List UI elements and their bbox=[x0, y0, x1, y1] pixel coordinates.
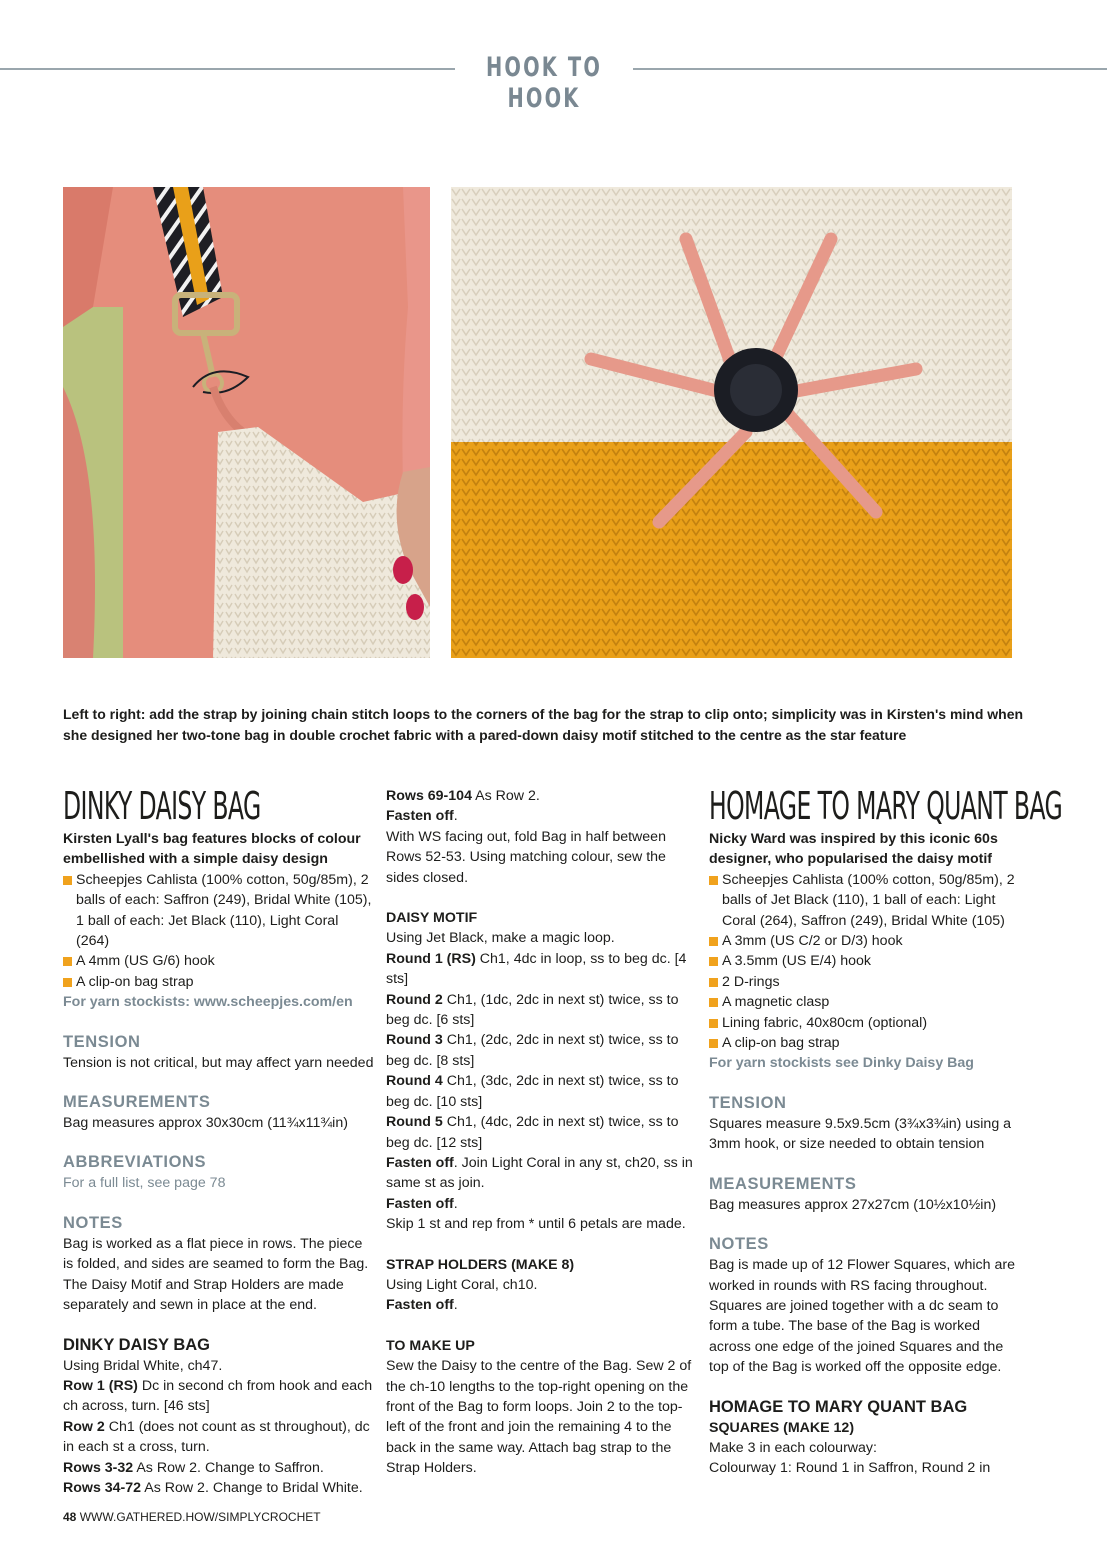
instruction-row bbox=[386, 990, 696, 1031]
fasten-off: Fasten off bbox=[386, 1297, 454, 1314]
instruction-row bbox=[386, 1030, 696, 1071]
column-mary-quant bbox=[709, 784, 1063, 1479]
stockists-link[interactable]: For yarn stockists: www.scheepjes.com/en bbox=[63, 994, 353, 1011]
materials-list bbox=[63, 870, 375, 992]
instruction-line: Using Light Coral, ch10. bbox=[386, 1276, 538, 1293]
pattern-intro: Kirsten Lyall's bag features blocks of colour embellished with a simple daisy design bbox=[63, 831, 361, 868]
abbreviations-text: For a full list, see page 78 bbox=[63, 1175, 226, 1192]
instruction-row bbox=[386, 1153, 696, 1194]
photo-caption: Left to right: add the strap by joining chain stitch loops to the corners of the bag for the strap to clip onto; simplicity was in Kirsten's mind when she designed her two-tone bag in double crochet fabric with a pared-down daisy motif stitched to the centre as the star feature bbox=[63, 706, 1024, 743]
notes-heading: NOTES bbox=[709, 1235, 769, 1254]
page-footer bbox=[63, 1510, 321, 1524]
photo-bag-strap bbox=[63, 187, 430, 658]
list-item: A 3mm (US C/2 or D/3) hook bbox=[709, 931, 1019, 951]
fold-text: With WS facing out, fold Bag in half between Rows 52-53. Using matching colour, sew the sides closed. bbox=[386, 828, 666, 886]
stockists-text: For yarn stockists see Dinky Daisy Bag bbox=[709, 1055, 974, 1072]
measurements-text: Bag measures approx 30x30cm (11¾x11¾in) bbox=[63, 1115, 348, 1132]
fasten-off: Fasten off bbox=[386, 1154, 454, 1171]
round-label: Round 4 bbox=[386, 1073, 443, 1090]
make-up-text: Sew the Daisy to the centre of the Bag. Sew 2 of the ch-10 lengths to the top-right opening on the front of the Bag to form loops. Join 2 to the top-left of the front and join the remaining 4 to the back in the same way. Attach bag strap to the Strap Holders. bbox=[386, 1358, 692, 1477]
notes-heading: NOTES bbox=[63, 1213, 123, 1232]
pattern-title: DINKY DAISY BAG bbox=[63, 784, 261, 828]
instruction-row bbox=[386, 786, 696, 806]
instruction-row bbox=[63, 1376, 375, 1417]
daisy-motif-heading: DAISY MOTIF bbox=[386, 910, 478, 927]
list-item: Scheepjes Cahlista (100% cotton, 50g/85m), 2 balls of each: Saffron (249), Bridal White (105), 1 ball of each: Jet Black (110), Light Coral (264) bbox=[63, 870, 375, 952]
measurements-heading: MEASUREMENTS bbox=[709, 1174, 857, 1193]
join-text: . Join Light Coral in any st, ch20, ss in same st as join. bbox=[386, 1154, 693, 1192]
instruction-row bbox=[63, 1478, 375, 1498]
tension-text: Squares measure 9.5x9.5cm (3¾x3¾in) using a 3mm hook, or size needed to obtain tension bbox=[709, 1115, 1012, 1153]
materials-list bbox=[709, 870, 1019, 1054]
instruction-row bbox=[386, 1112, 696, 1153]
instruction-row bbox=[386, 1071, 696, 1112]
make-up-heading: TO MAKE UP bbox=[386, 1337, 475, 1354]
round-label: Round 2 bbox=[386, 991, 443, 1008]
row-label: Rows 69-104 bbox=[386, 788, 472, 804]
fasten-off: Fasten off bbox=[386, 808, 454, 825]
list-item: Scheepjes Cahlista (100% cotton, 50g/85m), 2 balls of Jet Black (110), 1 ball of each: Light Coral (264), Saffron (249), Bridal White (105) bbox=[709, 870, 1019, 931]
list-item: A clip-on bag strap bbox=[709, 1033, 1019, 1053]
instruction-row: Fasten off. bbox=[386, 1297, 458, 1314]
round-label: Round 5 bbox=[386, 1114, 443, 1131]
list-item: A 4mm (US G/6) hook bbox=[63, 951, 375, 971]
instruction-row bbox=[386, 949, 696, 990]
notes-text: Bag is worked as a flat piece in rows. The piece is folded, and sides are seamed to form the Bag. The Daisy Motif and Strap Holders are made separately and sewn in place at the end. bbox=[63, 1235, 369, 1314]
row-label: Rows 34-72 bbox=[63, 1479, 142, 1496]
squares-heading: SQUARES (MAKE 12) bbox=[709, 1419, 855, 1436]
list-item: A clip-on bag strap bbox=[63, 972, 375, 992]
measurements-heading: MEASUREMENTS bbox=[63, 1093, 211, 1112]
list-item: 2 D-rings bbox=[709, 972, 1019, 992]
tension-heading: TENSION bbox=[63, 1032, 141, 1051]
instruction-row: Fasten off. bbox=[386, 1195, 458, 1212]
instruction-row: Fasten off. bbox=[386, 808, 458, 825]
list-item: Lining fabric, 40x80cm (optional) bbox=[709, 1013, 1019, 1033]
instruction-line: Using Bridal White, ch47. bbox=[63, 1357, 223, 1374]
header-rule-left bbox=[0, 68, 455, 70]
header-rule-right bbox=[633, 68, 1107, 70]
skip-text: Skip 1 st and rep from * until 6 petals are made. bbox=[386, 1216, 686, 1233]
row-text: Ch1 (does not count as st throughout), dc in each st a cross, turn. bbox=[63, 1418, 370, 1456]
row-label: Rows 3-32 bbox=[63, 1459, 134, 1476]
row-label: Row 1 (RS) bbox=[63, 1377, 138, 1394]
footer-url[interactable]: WWW.GATHERED.HOW/SIMPLYCROCHET bbox=[79, 1510, 321, 1524]
row-text: As Row 2. bbox=[471, 788, 540, 804]
instructions-heading: HOMAGE TO MARY QUANT BAG bbox=[709, 1397, 968, 1416]
instruction-row bbox=[63, 1458, 375, 1478]
page-number: 48 bbox=[63, 1510, 77, 1524]
tension-text: Tension is not critical, but may affect yarn needed bbox=[63, 1054, 374, 1071]
photo-daisy-motif bbox=[451, 187, 1012, 658]
row-label: Row 2 bbox=[63, 1418, 105, 1435]
round-text: Ch1, 4dc in loop, ss to beg dc. [4 sts] bbox=[386, 950, 687, 988]
round-label: Round 1 (RS) bbox=[386, 950, 476, 967]
strap-holders-heading: STRAP HOLDERS (MAKE 8) bbox=[386, 1256, 575, 1273]
list-item: A 3.5mm (US E/4) hook bbox=[709, 951, 1019, 971]
instruction-line: Using Jet Black, make a magic loop. bbox=[386, 930, 615, 947]
row-text: As Row 2. Change to Bridal White. bbox=[141, 1479, 363, 1496]
pattern-intro: Nicky Ward was inspired by this iconic 60s designer, who popularised the daisy motif bbox=[709, 831, 998, 868]
round-text: Ch1, (1dc, 2dc in next st) twice, ss to beg dc. [6 sts] bbox=[386, 991, 679, 1029]
round-label: Round 3 bbox=[386, 1032, 443, 1049]
column-instructions bbox=[386, 786, 696, 1479]
abbreviations-heading: ABBREVIATIONS bbox=[63, 1153, 207, 1172]
tension-heading: TENSION bbox=[709, 1093, 787, 1112]
instruction-line: Colourway 1: Round 1 in Saffron, Round 2 in bbox=[709, 1460, 991, 1477]
instructions-heading: DINKY DAISY BAG bbox=[63, 1335, 211, 1354]
instruction-line: Make 3 in each colourway: bbox=[709, 1439, 877, 1456]
pattern-title: HOMAGE TO MARY QUANT BAG bbox=[709, 784, 1063, 828]
round-text: Ch1, (2dc, 2dc in next st) twice, ss to beg dc. [8 sts] bbox=[386, 1032, 679, 1069]
round-text: Ch1, (3dc, 2dc in next st) twice, ss to beg dc. [10 sts] bbox=[386, 1073, 679, 1110]
row-text: As Row 2. Change to Saffron. bbox=[133, 1459, 324, 1476]
notes-text: Bag is made up of 12 Flower Squares, which are worked in rounds with RS facing throughout. Squares are joined together with a dc seam to form a tube. The base of the Bag is worked across one edge of the joined Squares and the top of the Bag is worked off the opposite edge. bbox=[709, 1257, 1015, 1376]
list-item: A magnetic clasp bbox=[709, 992, 1019, 1012]
fasten-off: Fasten off bbox=[386, 1195, 454, 1212]
row-text: Dc in second ch from hook and each ch across, turn. [46 sts] bbox=[63, 1377, 373, 1415]
instruction-row bbox=[63, 1417, 375, 1458]
measurements-text: Bag measures approx 27x27cm (10½x10½in) bbox=[709, 1196, 997, 1213]
section-title: HOOK TO HOOK bbox=[485, 52, 603, 114]
column-dinky-daisy bbox=[63, 785, 375, 1498]
round-text: Ch1, (4dc, 2dc in next st) twice, ss to beg dc. [12 sts] bbox=[386, 1114, 679, 1151]
